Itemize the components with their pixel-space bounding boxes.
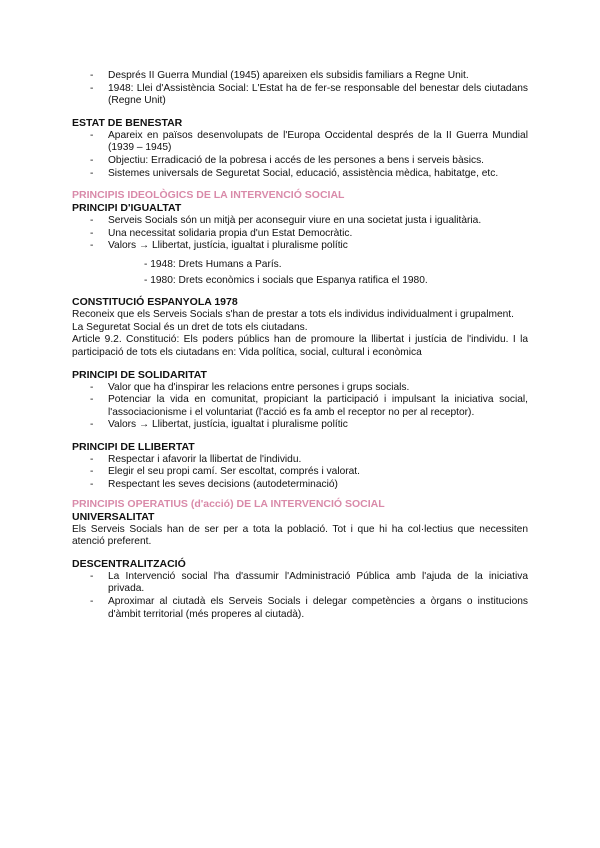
list-item: - 1948: Llei d'Assistència Social: L'Estat ha de fer-se responsable del benestar dels ciutadans (Regne Unit)	[72, 83, 528, 108]
subheading-principi-igualtat: PRINCIPI D'IGUALTAT	[72, 202, 182, 215]
list-item: - Valor que ha d'inspirar les relacions entre persones i grups socials.	[72, 382, 528, 395]
list-item: - La Intervenció social l'ha d'assumir l'Administració Pública amb l'ajuda de la iniciativa privada.	[72, 571, 528, 596]
list-item: - Apareix en països desenvolupats de l'Europa Occidental després de la II Guerra Mundial (1939 – 1945)	[72, 130, 528, 155]
estat-list	[72, 130, 528, 180]
igualtat-subitem: - 1980: Drets econòmics i socials que Espanya ratifica el 1980.	[144, 274, 428, 286]
list-item: - Respectar i afavorir la llibertat de l'individu.	[72, 454, 528, 467]
list-item: - Potenciar la vida en comunitat, propiciant la participació i impulsant la iniciativa social, l'associacionisme i el voluntariat (l'acció es fa amb el receptor no per al receptor).	[72, 394, 528, 419]
list-item: - Objectiu: Erradicació de la pobresa i accés de les persones a bens i serveis bàsics.	[72, 155, 528, 168]
subheading-principi-solidaritat: PRINCIPI DE SOLIDARITAT	[72, 368, 207, 381]
list-item: - Valors → Llibertat, justícia, igualtat i pluralisme polític	[72, 240, 528, 253]
subheading-universalitat: UNIVERSALITAT	[72, 510, 155, 523]
list-item: - Valors → Llibertat, justícia, igualtat i pluralisme polític	[72, 419, 528, 432]
list-item: - Sistemes universals de Seguretat Social, educació, assistència mèdica, habitatge, etc.	[72, 168, 528, 181]
descentralitzacio-list	[72, 571, 528, 621]
llibertat-list	[72, 454, 528, 492]
paragraph: La Seguretat Social és un dret de tots els ciutadans.	[72, 321, 308, 333]
paragraph: Article 9.2. Constitució: Els poders públics han de promoure la llibertat i justícia de l'individu. I la participació de tots els ciutadans en: Vida política, social, cultural i econòmica	[72, 334, 528, 358]
subheading-constitucio: CONSTITUCIÓ ESPANYOLA 1978	[72, 296, 238, 309]
list-item: - Respectant les seves decisions (autodeterminació)	[72, 479, 528, 492]
list-item: - Elegir el seu propi camí. Ser escoltat, comprés i valorat.	[72, 466, 528, 479]
intro-list	[72, 70, 528, 108]
section-heading-principis-operatius: PRINCIPIS OPERATIUS (d'acció) DE LA INTERVENCIÓ SOCIAL	[72, 497, 385, 510]
igualtat-subitem: - 1948: Drets Humans a París.	[144, 258, 282, 270]
paragraph: Els Serveis Socials han de ser per a tota la població. Tot i que hi ha col·lectius que necessiten atenció preferent.	[72, 523, 528, 548]
paragraph: Reconeix que els Serveis Socials s'han de prestar a tots els individus individualment i grupalment.	[72, 309, 514, 321]
subheading-descentralitzacio: DESCENTRALITZACIÓ	[72, 557, 186, 570]
subheading-principi-llibertat: PRINCIPI DE LLIBERTAT	[72, 440, 195, 453]
list-item: - Una necessitat solidaria propia d'un Estat Democràtic.	[72, 228, 528, 241]
document-content	[72, 70, 528, 621]
igualtat-list	[72, 215, 528, 253]
list-item: - Aproximar al ciutadà els Serveis Socials i delegar competències a òrgans o institucions d'àmbit territorial (més properes al ciutadà).	[72, 596, 528, 621]
list-item: - Després II Guerra Mundial (1945) apareixen els subsidis familiars a Regne Unit.	[72, 70, 528, 83]
solidaritat-list	[72, 382, 528, 432]
section-heading-principis-ideologics: PRINCIPIS IDEOLÒGICS DE LA INTERVENCIÓ SOCIAL	[72, 189, 345, 202]
section-heading-estat-benestar: ESTAT DE BENESTAR	[72, 116, 183, 129]
list-item: - Serveis Socials són un mitjà per aconseguir viure en una societat justa i igualitària.	[72, 215, 528, 228]
